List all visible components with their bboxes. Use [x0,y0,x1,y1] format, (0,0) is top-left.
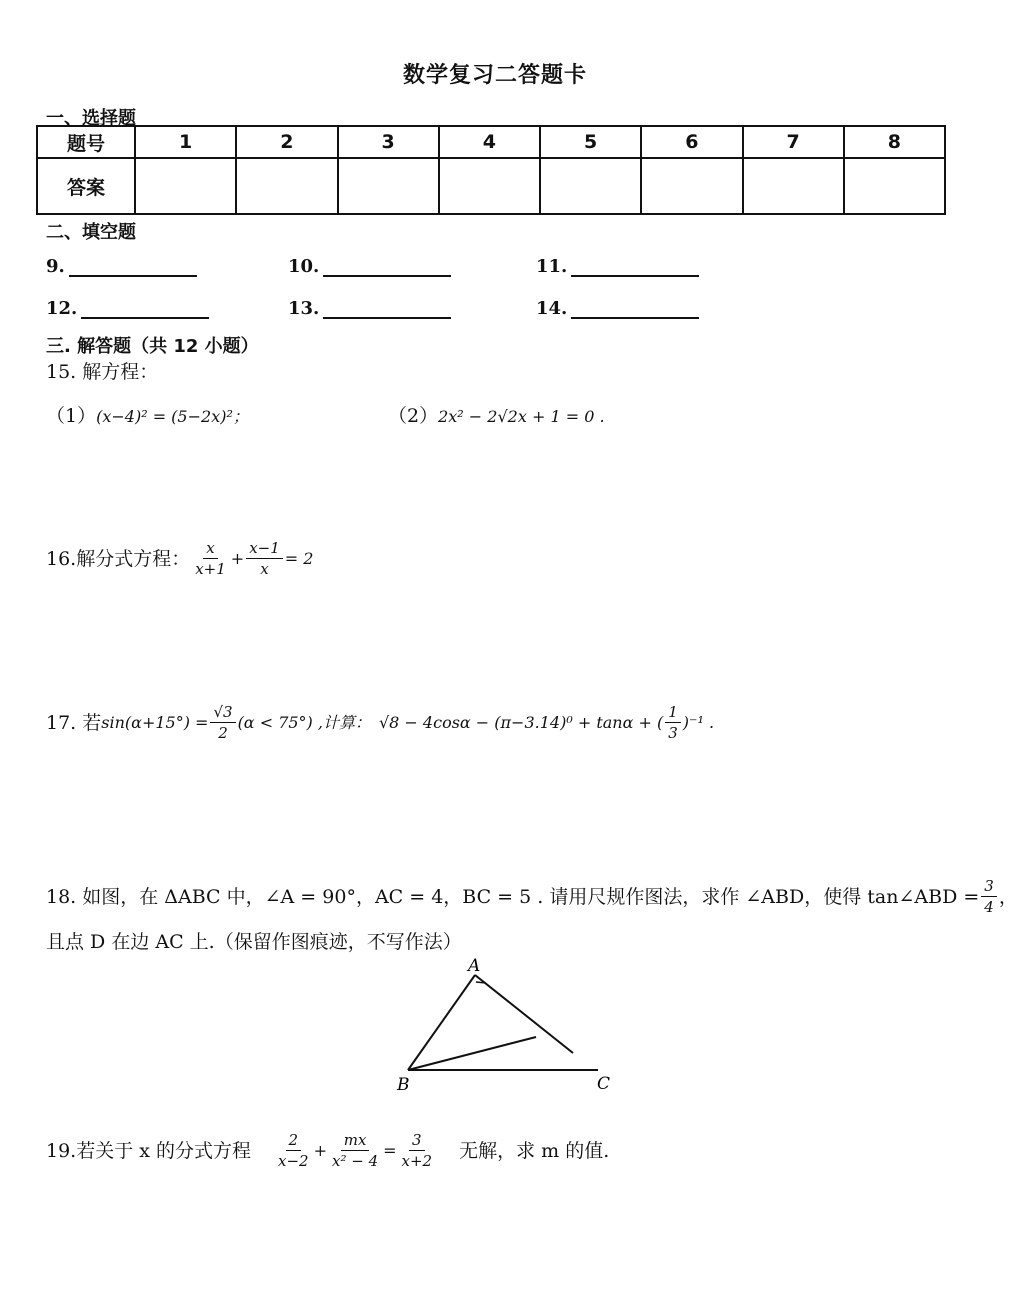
fraction-one-third [665,702,681,743]
question-17-stem: 17. 若 [46,711,102,734]
question-18-line-2: 且点 D 在边 AC 上.（保留作图痕迹，不写作法） [46,931,462,953]
blank-12 [46,298,209,319]
question-number-cell: 2 [236,126,337,158]
answer-cell-3[interactable] [338,158,439,214]
denominator: x [260,560,269,578]
answer-cell-6[interactable] [641,158,742,214]
comma: ， [998,885,1018,908]
blank-14 [536,298,699,319]
blank-9 [46,256,197,277]
denominator: x+1 [195,560,226,578]
equation: 2x² − 2√2x + 1 = 0 . [438,407,605,426]
numerator: x [203,538,217,559]
expression: √8 − 4cosα − (π−3.14)⁰ + tanα + ( [378,712,664,732]
expression-tail: )⁻¹ . [682,712,715,732]
blank-10 [288,256,451,277]
fraction-2 [329,1130,381,1171]
blank-label: 9. [46,256,65,277]
question-number-cell: 8 [844,126,945,158]
vertex-label-a: A [468,956,481,976]
denominator: x−2 [278,1152,309,1170]
answer-line[interactable] [81,299,209,319]
answer-line[interactable] [571,257,699,277]
fraction-sqrt3-over-2 [210,702,235,743]
blank-11 [536,256,699,277]
question-number-cell: 7 [743,126,844,158]
denominator: x+2 [401,1152,433,1170]
right-angle-mark [476,982,486,983]
answer-line[interactable] [571,299,699,319]
numerator: 3 [981,876,997,897]
numerator: √3 [210,702,235,723]
question-15-part-1 [46,404,249,429]
denominator: 3 [668,724,678,742]
question-19-tail: 无解，求 m 的值. [459,1139,610,1162]
numerator: 1 [665,702,681,723]
numerator: x−1 [246,538,283,559]
fraction-3 [399,1130,436,1171]
row-label-answer: 答案 [37,158,135,214]
fraction-1 [275,1130,312,1171]
answer-table [36,125,946,215]
denominator: 2 [218,724,228,742]
blank-13 [288,298,451,319]
question-number-cell: 4 [439,126,540,158]
question-15-stem: 15. 解方程： [46,361,159,383]
answer-cell-1[interactable] [135,158,236,214]
answer-cell-2[interactable] [236,158,337,214]
part-label: （2） [388,405,439,427]
fraction-2 [246,538,283,579]
answer-line[interactable] [323,257,451,277]
fraction-three-quarters [981,876,997,917]
answer-cell-4[interactable] [439,158,540,214]
answer-cell-5[interactable] [540,158,641,214]
section-choice-heading: 一、选择题 [46,108,136,129]
answer-line[interactable] [323,299,451,319]
blank-label: 12. [46,298,78,319]
question-16: 16.解分式方程： $\frac{x}{x+1}$ + $\frac{x-1}{x}$ = 2 [46,539,314,578]
question-number-cell: 5 [540,126,641,158]
part-label: （1） [46,405,97,427]
numerator: 3 [409,1130,425,1151]
question-number-cell: 3 [338,126,439,158]
question-17 [46,702,714,743]
section-solve-heading: 三. 解答题（共 12 小题） [46,336,259,357]
blank-label: 10. [288,256,320,277]
question-number-row [37,126,945,158]
question-19-stem: 19.若关于 x 的分式方程 [46,1139,252,1162]
row-label-number: 题号 [37,126,135,158]
denominator: x² − 4 [332,1152,379,1170]
denominator: 4 [984,898,994,916]
condition-lhs: sin(α+15°) = [101,712,209,732]
question-18-text: 18. 如图，在 ΔABC 中，∠A = 90°，AC = 4，BC = 5 . 请用尺规作图法，求作 ∠ABD，使得 tan∠ABD = [46,885,980,908]
rhs: = 2 [284,548,314,568]
numerator: mx [341,1130,370,1151]
triangle-figure [390,955,630,1095]
answer-row [37,158,945,214]
answer-cell-8[interactable] [844,158,945,214]
blank-label: 14. [536,298,568,319]
vertex-label-c: C [597,1074,611,1094]
numerator: 2 [286,1130,302,1151]
section-fill-heading: 二、填空题 [46,222,136,243]
equation: (x−4)² = (5−2x)²； [96,407,249,426]
question-16-stem: 16.解分式方程： [46,547,191,570]
side-ac [475,975,573,1053]
blank-label: 13. [288,298,320,319]
answer-cell-7[interactable] [743,158,844,214]
question-number-cell: 1 [135,126,236,158]
condition: (α < 75°) ,计算： [237,712,371,732]
question-18-line-1 [46,876,1018,917]
vertex-label-b: B [397,1075,410,1095]
question-19: 19.若关于 x 的分式方程 $\frac{2}{x-2}$ + $\frac{mx}{\text{x² − 4}}$ = $\frac{3}{x+2}$ 无解，求 m 的值. [46,1131,610,1170]
answer-line[interactable] [69,257,197,277]
blank-label: 11. [536,256,568,277]
question-number-cell: 6 [641,126,742,158]
page-title: 数学复习二答题卡 [402,63,587,88]
fraction-1 [192,538,229,579]
question-15-part-2 [388,404,605,429]
